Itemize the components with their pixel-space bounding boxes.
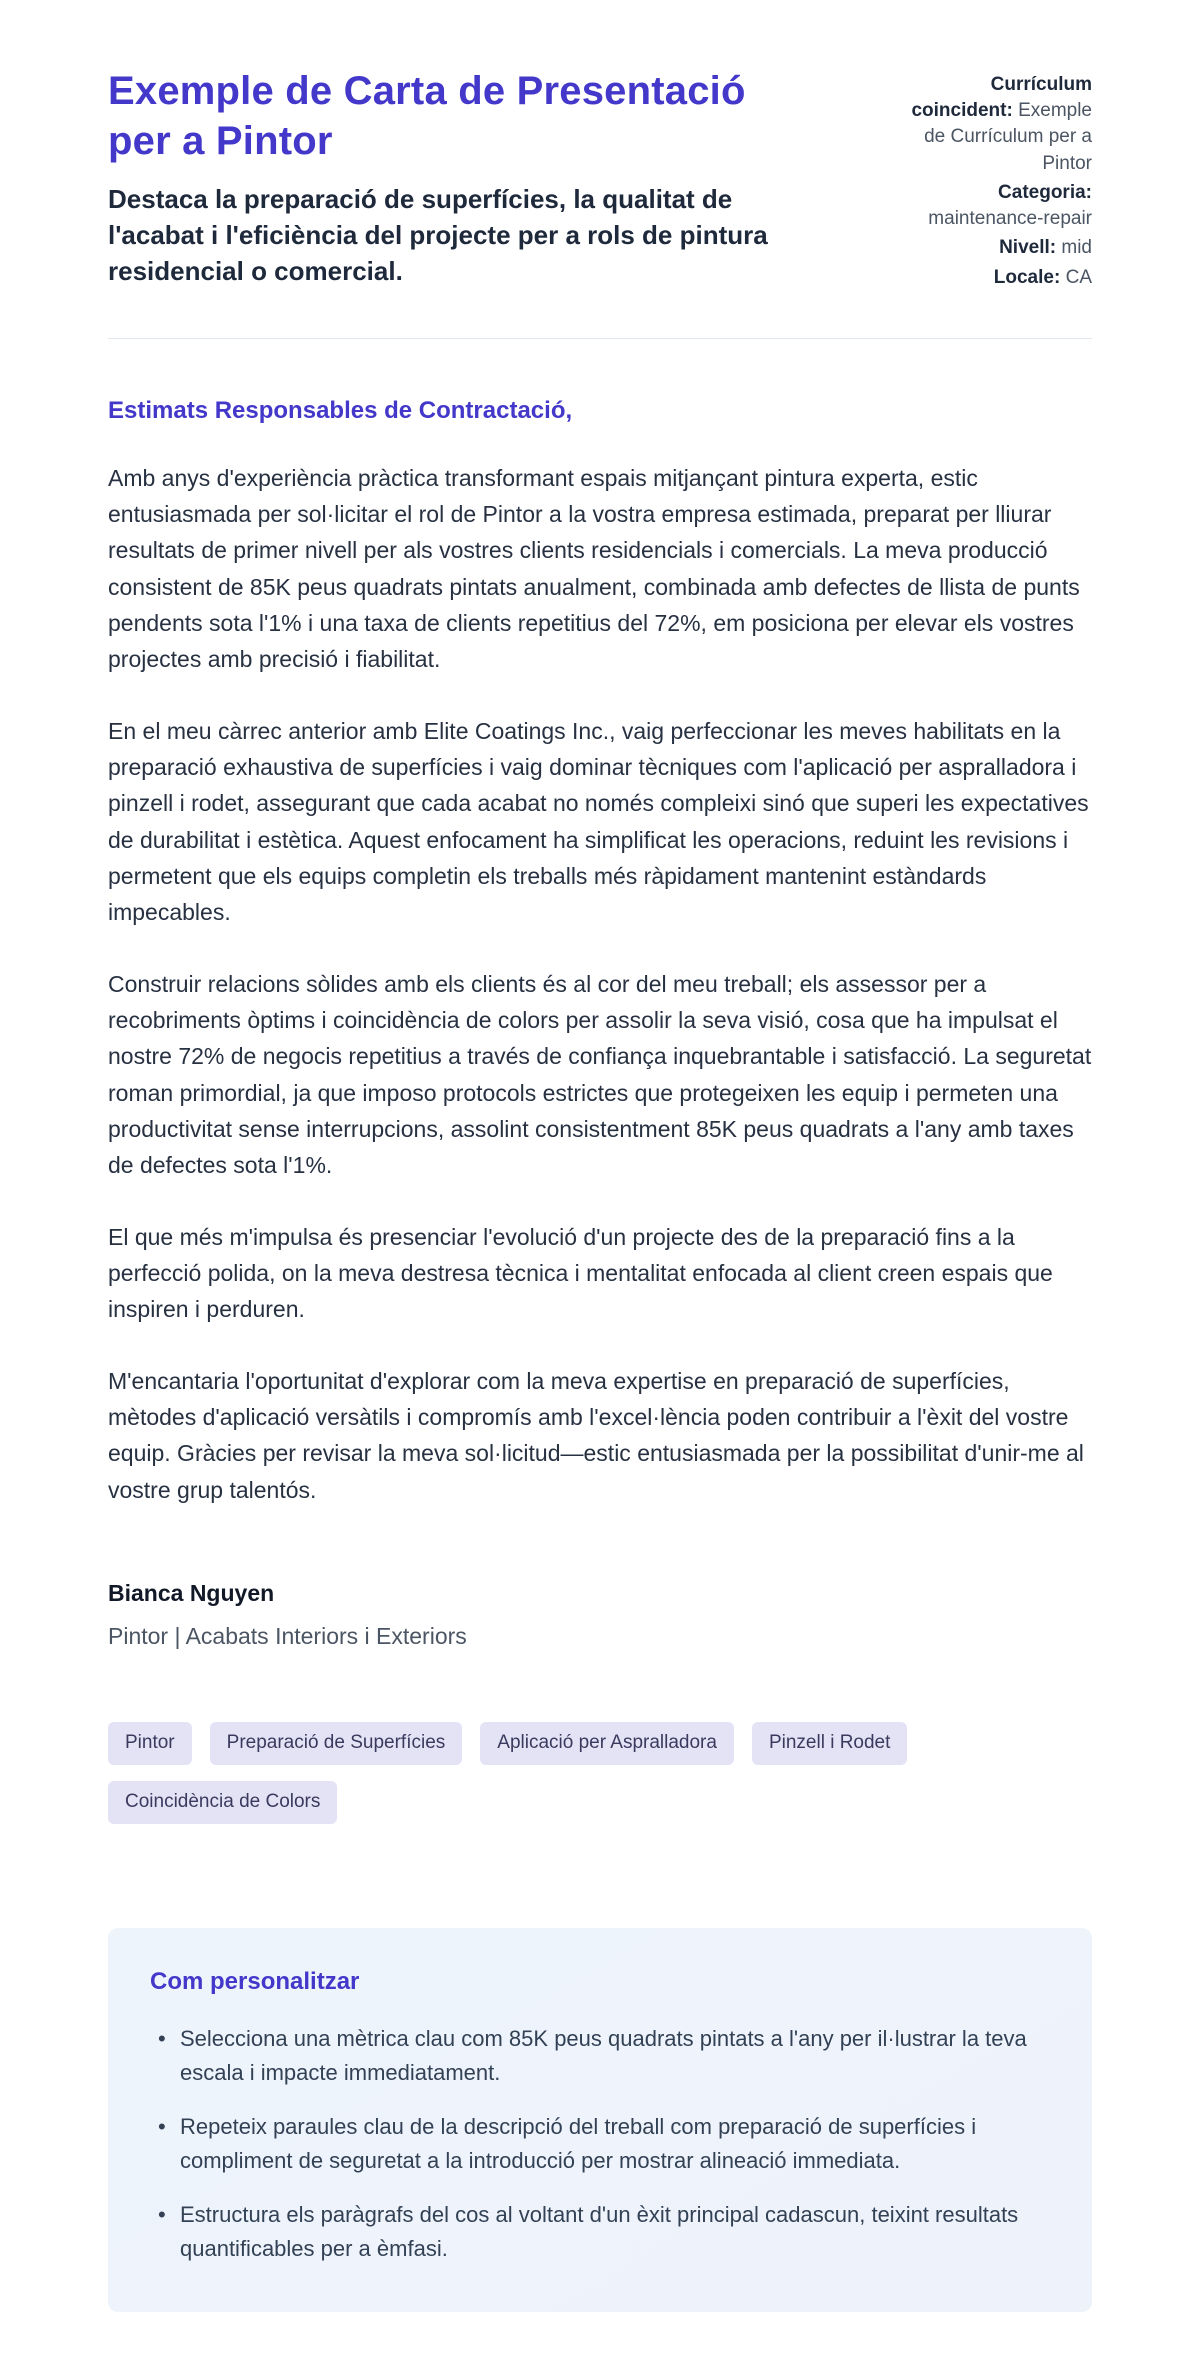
meta-locale-label: Locale:: [993, 266, 1061, 288]
letter-paragraph: En el meu càrrec anterior amb Elite Coatings Inc., vaig perfeccionar les meves habilitats en la preparació exhaustiva de superfícies i vaig dominar tècniques com l'aplicació per aspralladora i pinzell i rodet, assegurant que cada acabat no només compleixi sinó que superi les expectatives de durabilitat i estètica. Aquest enfocament ha simplificat les operacions, reduint les revisions i permetent que els equips completin els treballs més ràpidament mantenint estàndards impecables.: [108, 717, 1089, 926]
customize-bullet: • Repeteix paraules clau de la descripció del treball com preparació de superfícies i compliment de seguretat a la introducció per mostrar alineació immediata.: [150, 2110, 1030, 2178]
customize-box: [108, 1928, 1092, 2313]
skill-tags: [108, 1722, 928, 1824]
letter-body: [108, 397, 1092, 1650]
signature-role: Pintor | Acabats Interiors i Exteriors: [108, 1622, 467, 1649]
letter-paragraph: M'encantaria l'oportunitat d'explorar com la meva expertise en preparació de superfícies, mètodes d'aplicació versàtils i compromís amb l'excel·lència poden contribuir a l'èxit del vostre equip. Gràcies per revisar la meva sol·licitud—estic entusiasmada per la possibilitat d'unir-me al vostre grup talentós.: [108, 1367, 1084, 1503]
meta-resume-match-label: Currículum coincident:: [911, 74, 1092, 122]
meta-resume-match-value: Exemple de Currículum per a Pintor: [924, 100, 1092, 174]
page-title: Exemple de Carta de Presentació per a Pintor: [108, 69, 746, 163]
page-subtitle: Destaca la preparació de superfícies, la qualitat de l'acabat i l'eficiència del projecte per a rols de pintura residencial o comercial.: [108, 184, 768, 286]
meta-category-value: maintenance-repair: [928, 208, 1092, 230]
letter-greeting: Estimats Responsables de Contractació,: [108, 396, 573, 424]
customize-bullet: • Selecciona una mètrica clau com 85K peus quadrats pintats a l'any per il·lustrar la teva escala i impacte immediatament.: [150, 2022, 1030, 2090]
header-divider: [108, 338, 1092, 339]
skill-tag: Pinzell i Rodet: [752, 1722, 907, 1765]
customize-bullet: • Estructura els paràgrafs del cos al voltant d'un èxit principal cadascun, teixint resultats quantificables per a èmfasi.: [150, 2198, 1030, 2266]
letter-paragraph: Amb anys d'experiència pràctica transformant espais mitjançant pintura experta, estic entusiasmada per sol·licitar el rol de Pintor a la vostra empresa estimada, preparat per lliurar resultats de primer nivell per als vostres clients residencials i comercials. La meva producció consistent de 85K peus quadrats pintats anualment, combinada amb defectes de llista de punts pendents sota l'1% i una taxa de clients repetitius del 72%, em posiciona per elevar els vostres projectes amb precisió i fiabilitat.: [108, 464, 1080, 673]
skill-tag: Coincidència de Colors: [108, 1781, 337, 1824]
skill-tag: Preparació de Superfícies: [210, 1722, 463, 1765]
customize-title: Com personalitzar: [150, 1967, 360, 1995]
meta-resume-match: [887, 72, 1092, 177]
letter-paragraph: El que més m'impulsa és presenciar l'evolució d'un projecte des de la preparació fins a la perfecció polida, on la meva destresa tècnica i mentalitat enfocada al client creen espais que inspiren i perduren.: [108, 1223, 1053, 1323]
meta-level-label: Nivell:: [999, 237, 1057, 259]
meta-category: [887, 180, 1092, 232]
skill-tag: Aplicació per Aspralladora: [480, 1722, 734, 1765]
meta-locale-value: CA: [1065, 266, 1092, 288]
customize-list: [150, 2022, 1050, 2267]
meta-level: [887, 235, 1092, 261]
letter-paragraph: Construir relacions sòlides amb els clients és al cor del meu treball; els assessor per a recobriments òptims i coincidència de colors per assolir la seva visió, cosa que ha impulsat el nostre 72% de negocis repetitius a través de confiança inquebrantable i satisfacció. La seguretat roman primordial, ja que imposo protocols estrictes que protegeixen les equip i permeten una productivitat sense interrupcions, assolint consistentment 85K peus quadrats a l'any amb taxes de defectes sota l'1%.: [108, 970, 1092, 1179]
meta-category-label: Categoria:: [998, 181, 1092, 203]
meta-panel: [887, 66, 1092, 294]
header-titles: [108, 66, 808, 294]
signature-name: Bianca Nguyen: [108, 1579, 275, 1606]
skill-tag: Pintor: [108, 1722, 192, 1765]
page-header: [108, 66, 1092, 294]
meta-level-value: mid: [1061, 237, 1092, 259]
meta-locale: [887, 265, 1092, 291]
